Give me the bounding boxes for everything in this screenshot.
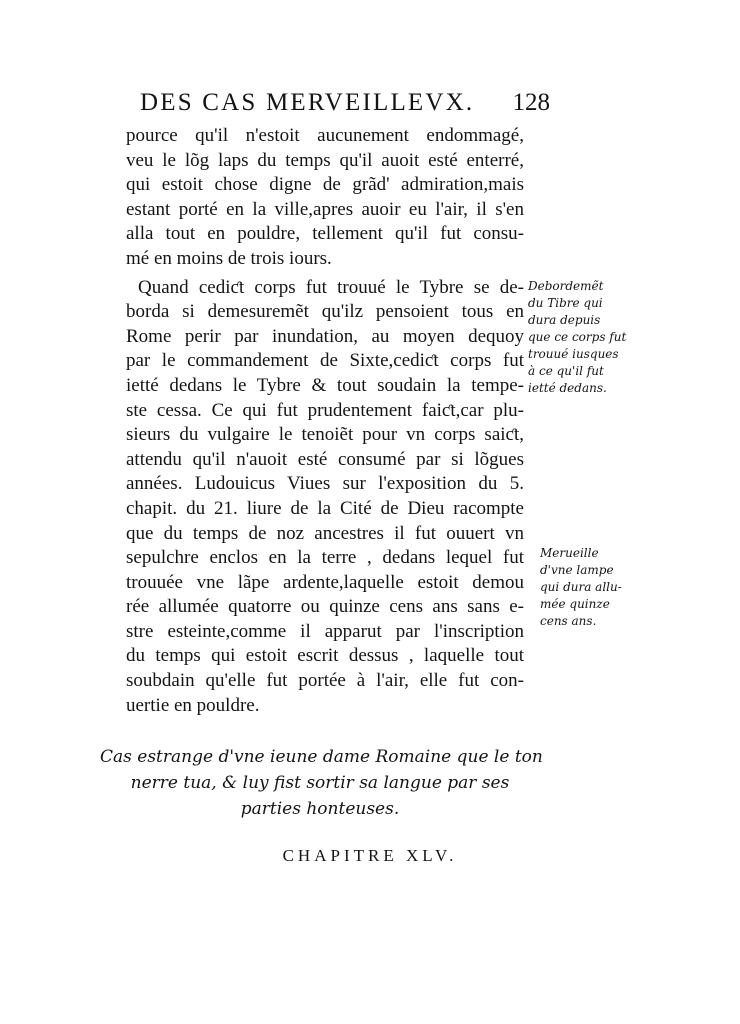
text-line: sieurs du vulgaire le tenoiẽt pour vn corps saiƈt, <box>126 424 524 446</box>
text-line: borda si demesuremẽt qu'ilz pensoient tous en <box>126 301 524 323</box>
text-line: rée allumée quatorre ou quinze cens ans sans e- <box>126 596 524 618</box>
margin-note-line: trouué iusques <box>528 347 619 361</box>
running-title: DES CAS MERVEILLEVX. <box>140 89 475 116</box>
text-line: chapit. du 21. liure de la Cité de Dieu racompte <box>126 497 524 519</box>
chapter-summary <box>100 744 543 822</box>
text-line: Quand cediƈt corps fut trouué le Tybre se de- <box>138 276 524 298</box>
text-line: du temps qui estoit escrit dessus , laquelle tout <box>126 645 524 667</box>
text-line: par le commandement de Sixte,cediƈt corps fut <box>126 350 524 372</box>
text-line: alla tout en pouldre, tellement qu'il fut consu- <box>126 223 524 245</box>
margin-note-line: du Tibre qui <box>528 296 603 310</box>
text-line: estant porté en la ville,apres auoir eu l'air, il s'en <box>126 198 524 220</box>
chapter-summary-line: nerre tua, & luy fist sortir sa langue par ses <box>130 773 510 793</box>
margin-note-tiber-flood <box>528 278 628 397</box>
margin-note-line: à ce qu'il fut <box>528 364 604 378</box>
text-line: mé en moins de trois iours. <box>126 247 332 269</box>
margin-note-line: qui dura allu- <box>540 580 622 594</box>
text-line: années. Ludouicus Viues sur l'exposition du 5. <box>126 473 524 495</box>
chapter-heading: CHAPITRE XLV. <box>282 846 458 865</box>
chapter-summary-line: parties honteuses. <box>240 799 400 819</box>
margin-note-line: ietté dedans. <box>528 381 607 395</box>
text-line: ste cessa. Ce qui fut prudentement faiƈt,car plu- <box>126 399 524 421</box>
text-line: soubdain qu'elle fut portée à l'air, elle fut con- <box>126 670 524 692</box>
text-line: stre esteinte,comme il apparut par l'inscription <box>126 620 524 642</box>
margin-note-line: Debordemẽt <box>528 279 604 293</box>
text-line: uertie en pouldre. <box>126 694 260 716</box>
margin-note-lamp <box>540 545 640 630</box>
margin-note-line: mée quinze <box>540 597 610 611</box>
text-line: que du temps de noz ancestres il fut ouuert vn <box>126 522 524 544</box>
text-line: veu le lõg laps du temps qu'il auoit esté enterré, <box>126 149 524 171</box>
text-line: trouuée vne lãpe ardente,laquelle estoit demou <box>126 571 524 593</box>
page-number: 128 <box>512 89 550 116</box>
margin-note-line: dura depuis <box>528 313 601 327</box>
margin-note-line: cens ans. <box>540 614 597 628</box>
chapter-summary-line: Cas estrange d'vne ieune dame Romaine que le ton <box>100 747 543 767</box>
text-line: sepulchre enclos en la terre , dedans lequel fut <box>126 547 524 569</box>
body-text <box>126 124 524 718</box>
running-header <box>140 86 550 120</box>
text-line: ietté dedans le Tybre & tout soudain la tempe- <box>126 374 524 396</box>
text-line: qui estoit chose digne de grãd' admiration,mais <box>126 174 524 196</box>
margin-note-line: Merueille <box>540 546 599 560</box>
margin-note-line: que ce corps fut <box>528 330 627 344</box>
text-line: attendu qu'il n'auoit esté consumé par si lõgues <box>126 448 524 470</box>
margin-note-line: d'vne lampe <box>540 563 614 577</box>
text-line: pource qu'il n'estoit aucunement endommagé, <box>126 125 524 146</box>
text-line: Rome perir par inundation, au moyen dequoy <box>126 325 524 347</box>
